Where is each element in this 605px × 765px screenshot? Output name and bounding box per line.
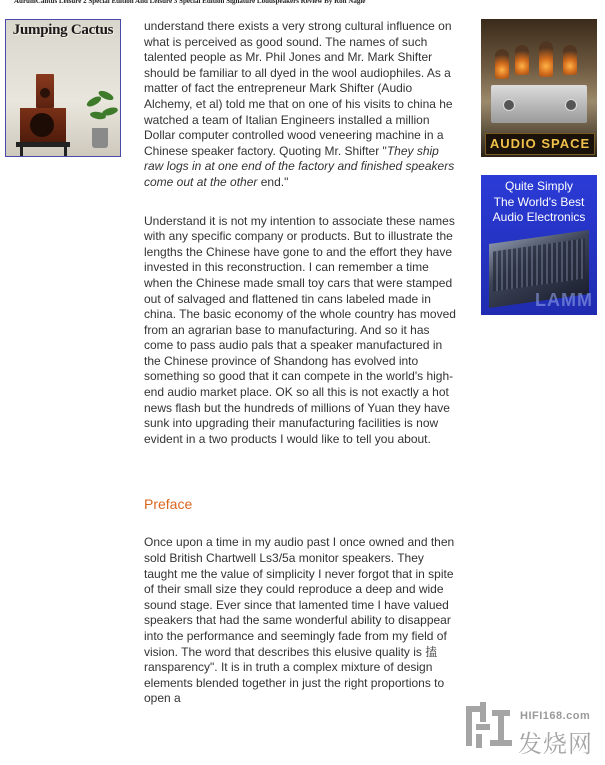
lamm-ad[interactable] — [481, 175, 597, 315]
jumping-cactus-logo: Jumping Cactus — [12, 22, 114, 38]
vacuum-tube-image — [539, 41, 553, 77]
paragraph-text: understand there exists a very strong cultural influence on what is perceived as good sound. The names of such talented people as Mr. Phil Jones and Mr. Mark Shifter should be familiar to all dyed in the wool audiophiles. As a matter of fact the entrepreneur Mark Shifter (Audio Alchemy, et al) told me that on one of his visits to china he watched a team of Italian Engineers installed a million Dollar computer controlled wood veneering machine in a Chinese speaker factory. Quoting Mr. Shifter " — [144, 19, 453, 158]
hifi168-watermark — [462, 696, 602, 758]
vacuum-tube-image — [495, 49, 509, 79]
hifi168-logo-icon — [464, 700, 514, 752]
lamm-logo: LAMM — [535, 290, 593, 310]
knob-icon — [565, 99, 577, 111]
running-header: AurumCantus Leisure 2 Special Edition And Leisure 3 Special Edition Signature Loudspeakers Review By Ron Nagle — [14, 0, 366, 5]
jumping-cactus-ad[interactable] — [5, 19, 121, 157]
plant-pot — [92, 128, 108, 148]
knob-icon — [503, 99, 515, 111]
stand-leg — [64, 147, 67, 157]
speaker-image — [36, 74, 54, 108]
audio-space-ad[interactable] — [481, 19, 597, 157]
article-paragraph: Understand it is not my intention to associate these names with any specific company or products. But to illustrate the lengths the Chinese have gone to and the effort they have invested in this reconstruction. I can remember a time when the Chinese made small toy cars that were stamped out of salvaged and flattened tin cans labeled made in china. The basic economy of the whole country has moved from an agrarian base to manufacturing. And so it has come to pass audio pals that a speaker manufactured in the Chinese province of Shandong has evolved into something so good that it can compete in the world's high-end audio market place. OK so all this is not exactly a hot news flash but the hundreds of millions of Yuan they have sunk into upgrading their manufacturing facilities is now evident in a two products I would like to tell you about. — [144, 213, 456, 446]
watermark-chinese: 发烧网 — [518, 731, 593, 758]
subwoofer-image — [20, 108, 66, 142]
speaker-stand — [16, 142, 70, 147]
article-body — [144, 19, 460, 707]
tagline-line: The World's Best — [493, 194, 585, 209]
vacuum-tube-image — [515, 45, 529, 75]
tagline-line: Quite Simply — [504, 179, 574, 193]
plant-leaf — [101, 106, 118, 117]
audio-space-logo: AUDIO SPACE — [485, 133, 595, 155]
article-paragraph — [144, 19, 460, 191]
paragraph-text: end." — [257, 174, 289, 189]
watermark-url: HIFI168.com — [520, 710, 591, 722]
tagline-line: Audio Electronics — [492, 210, 586, 224]
quote-text: They ship raw logs in at one end of the factory and finished speakers come out at the other — [144, 143, 455, 189]
article-paragraph: Once upon a time in my audio past I once owned and then sold British Chartwell Ls3/5a monitor speakers. They taught me the value of simplicity I never forgot that in spite of their small size they could reproduce a deep and wide sound stage. Ever since that lamented time I have valued speakers that had the same wonderful ability to disappear into the performance and seemingly fade from my field of vision. The word that describes this elusive quality is 搕ransparency". It is in truth a complex mixture of design elements blended together in just the right proportions to open a — [144, 535, 455, 706]
lamm-tagline — [481, 179, 597, 226]
vacuum-tube-image — [563, 45, 577, 75]
section-heading: Preface — [144, 496, 193, 513]
stand-leg — [20, 147, 23, 157]
